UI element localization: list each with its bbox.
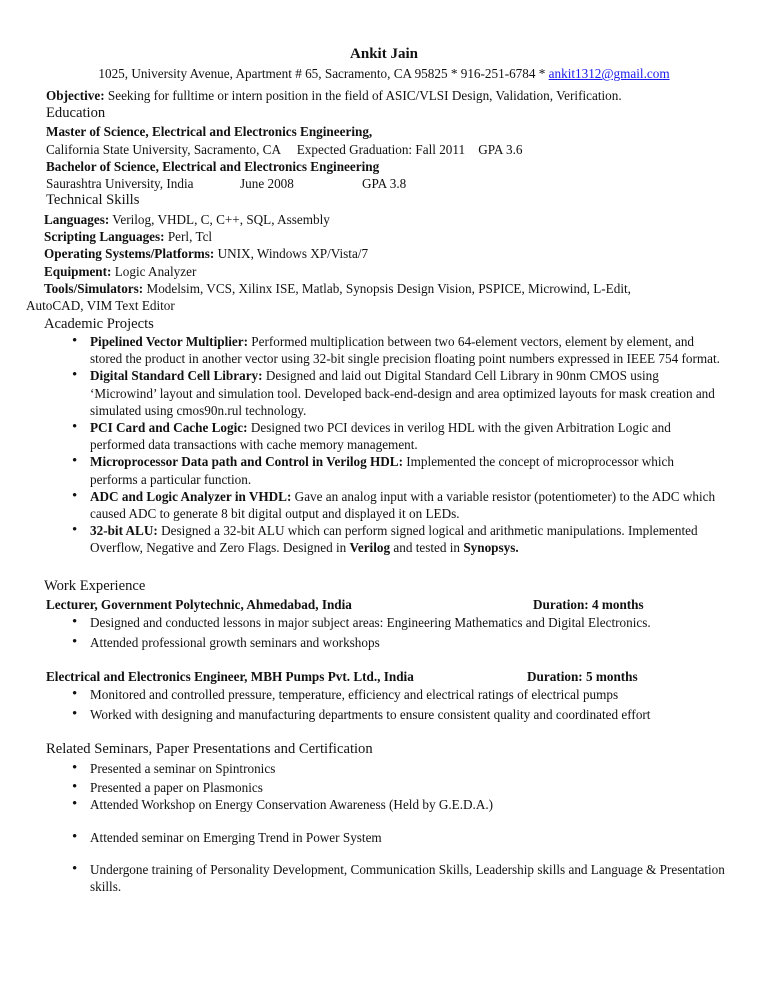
projects-heading: Academic Projects bbox=[44, 316, 154, 332]
contact-line bbox=[0, 65, 768, 82]
list-item: • Designed and conducted lessons in major subject areas: Engineering Mathematics and Digital Electronics. bbox=[70, 614, 680, 631]
skills-tools bbox=[44, 280, 631, 297]
job1-title: Lecturer, Government Polytechnic, Ahmedabad, India bbox=[46, 597, 352, 612]
project-text: Designed a 32-bit ALU which can perform signed logical and arithmetic manipulations. Implemented Overflow, Negative and Zero Flags. Designed in bbox=[90, 523, 698, 556]
bs-degree: Bachelor of Science, Electrical and Electronics Engineering bbox=[46, 159, 380, 174]
project-item bbox=[70, 453, 720, 487]
list-item: • Presented a seminar on Spintronics bbox=[70, 760, 730, 777]
project-title: Pipelined Vector Multiplier: bbox=[90, 334, 248, 349]
project-text: Gave an analog input with a variable resistor (potentiometer) to the ADC which caused ADC to generate 8 bit digital output and displayed it on LEDs. bbox=[90, 488, 716, 522]
os-value: UNIX, Windows XP/Vista/7 bbox=[214, 246, 369, 261]
project-text-2: and tested in bbox=[390, 540, 464, 556]
project-item bbox=[70, 333, 720, 367]
project-title: ADC and Logic Analyzer in VHDL: bbox=[90, 488, 292, 504]
equipment-value: Logic Analyzer bbox=[111, 264, 197, 279]
languages-label: Languages: bbox=[44, 212, 110, 227]
tools-value: Modelsim, VCS, Xilinx ISE, Matlab, Synopsis Design Vision, PSPICE, Microwind, L-Edit, bbox=[143, 281, 631, 296]
job1-bullets bbox=[70, 614, 680, 651]
address-text: 1025, University Avenue, Apartment # 65, Sacramento, CA 95825 * 916-251-6784 * bbox=[98, 66, 549, 81]
project-title: PCI Card and Cache Logic: bbox=[90, 420, 248, 436]
list-item: • Monitored and controlled pressure, temperature, efficiency and electrical ratings of electrical pumps bbox=[70, 686, 730, 703]
project-text: Designed two PCI devices in verilog HDL with the given Arbitration Logic and performed data transactions with cache memory management. bbox=[90, 420, 671, 453]
list-item: • Worked with designing and manufacturing departments to ensure consistent quality and coordinated effort bbox=[70, 706, 730, 723]
project-bold-verilog: Verilog bbox=[349, 540, 391, 556]
languages-value: Verilog, VHDL, C, C++, SQL, Assembly bbox=[109, 212, 330, 227]
project-text: Implemented the concept of microprocessor which performs a particular function. bbox=[90, 454, 674, 487]
work-heading: Work Experience bbox=[44, 578, 146, 594]
education-heading: Education bbox=[46, 105, 106, 121]
job2-title: Electrical and Electronics Engineer, MBH Pumps Pvt. Ltd., India bbox=[46, 669, 414, 684]
scripting-label: Scripting Languages: bbox=[44, 229, 165, 244]
scripting-value: Perl, Tcl bbox=[164, 229, 213, 244]
job2-bullets bbox=[70, 686, 730, 723]
seminars-list bbox=[70, 760, 730, 895]
objective-line bbox=[46, 87, 622, 104]
list-item: • Undergone training of Personality Development, Communication Skills, Leadership skills and Language & Presentation skills. bbox=[70, 861, 730, 895]
objective-text: Seeking for fulltime or intern position in the field of ASIC/VLSI Design, Validation, Verification. bbox=[104, 88, 622, 103]
project-title: Digital Standard Cell Library: bbox=[90, 368, 263, 384]
skills-heading: Technical Skills bbox=[46, 192, 140, 208]
job1-duration: Duration: 4 months bbox=[533, 597, 644, 612]
skills-os bbox=[44, 245, 368, 262]
bs-school: Saurashtra University, India bbox=[46, 176, 194, 191]
ms-details: California State University, Sacramento, CA Expected Graduation: Fall 2011 GPA 3.6 bbox=[46, 142, 523, 157]
project-title: 32-bit ALU: bbox=[90, 523, 158, 539]
email-link[interactable]: ankit1312@gmail.com bbox=[548, 66, 670, 81]
bs-date: June 2008 bbox=[240, 176, 294, 191]
bs-gpa: GPA 3.8 bbox=[362, 176, 407, 191]
project-item bbox=[70, 367, 720, 419]
project-item bbox=[70, 522, 720, 556]
project-item bbox=[70, 488, 720, 522]
list-item: • Attended professional growth seminars and workshops bbox=[70, 634, 680, 651]
candidate-name: Ankit Jain bbox=[350, 46, 418, 62]
skills-languages bbox=[44, 211, 330, 228]
project-bold-synopsys: Synopsys. bbox=[463, 540, 519, 556]
project-title: Microprocessor Data path and Control in Verilog HDL: bbox=[90, 454, 403, 470]
skills-equipment bbox=[44, 263, 196, 280]
projects-list bbox=[70, 333, 720, 557]
ms-degree: Master of Science, Electrical and Electronics Engineering, bbox=[46, 124, 373, 139]
objective-label: Objective: bbox=[46, 88, 105, 103]
os-label: Operating Systems/Platforms: bbox=[44, 246, 215, 261]
list-item: • Attended Workshop on Energy Conservation Awareness (Held by G.E.D.A.) bbox=[70, 796, 730, 813]
job2-duration: Duration: 5 months bbox=[527, 669, 638, 684]
list-item: • Attended seminar on Emerging Trend in Power System bbox=[70, 829, 730, 846]
tools-label: Tools/Simulators: bbox=[44, 281, 144, 296]
project-item bbox=[70, 419, 720, 453]
seminars-heading: Related Seminars, Paper Presentations and Certification bbox=[46, 741, 373, 757]
project-text: Performed multiplication between two 64-element vectors, element by element, and stored the product in another vector using 32-bit single precision floating point numbers expressed in IEEE 754 format. bbox=[90, 334, 720, 367]
list-item: • Presented a paper on Plasmonics bbox=[70, 779, 730, 796]
skills-tools-continued: AutoCAD, VIM Text Editor bbox=[26, 298, 175, 313]
skills-scripting bbox=[44, 228, 212, 245]
equipment-label: Equipment: bbox=[44, 264, 112, 279]
project-text: Designed and laid out Digital Standard Cell Library in 90nm CMOS using ‘Microwind’ layout and simulation tool. Developed back-end-design and area optimized layouts for mask creation and simulated using cmos90n.rul technology. bbox=[90, 368, 715, 418]
